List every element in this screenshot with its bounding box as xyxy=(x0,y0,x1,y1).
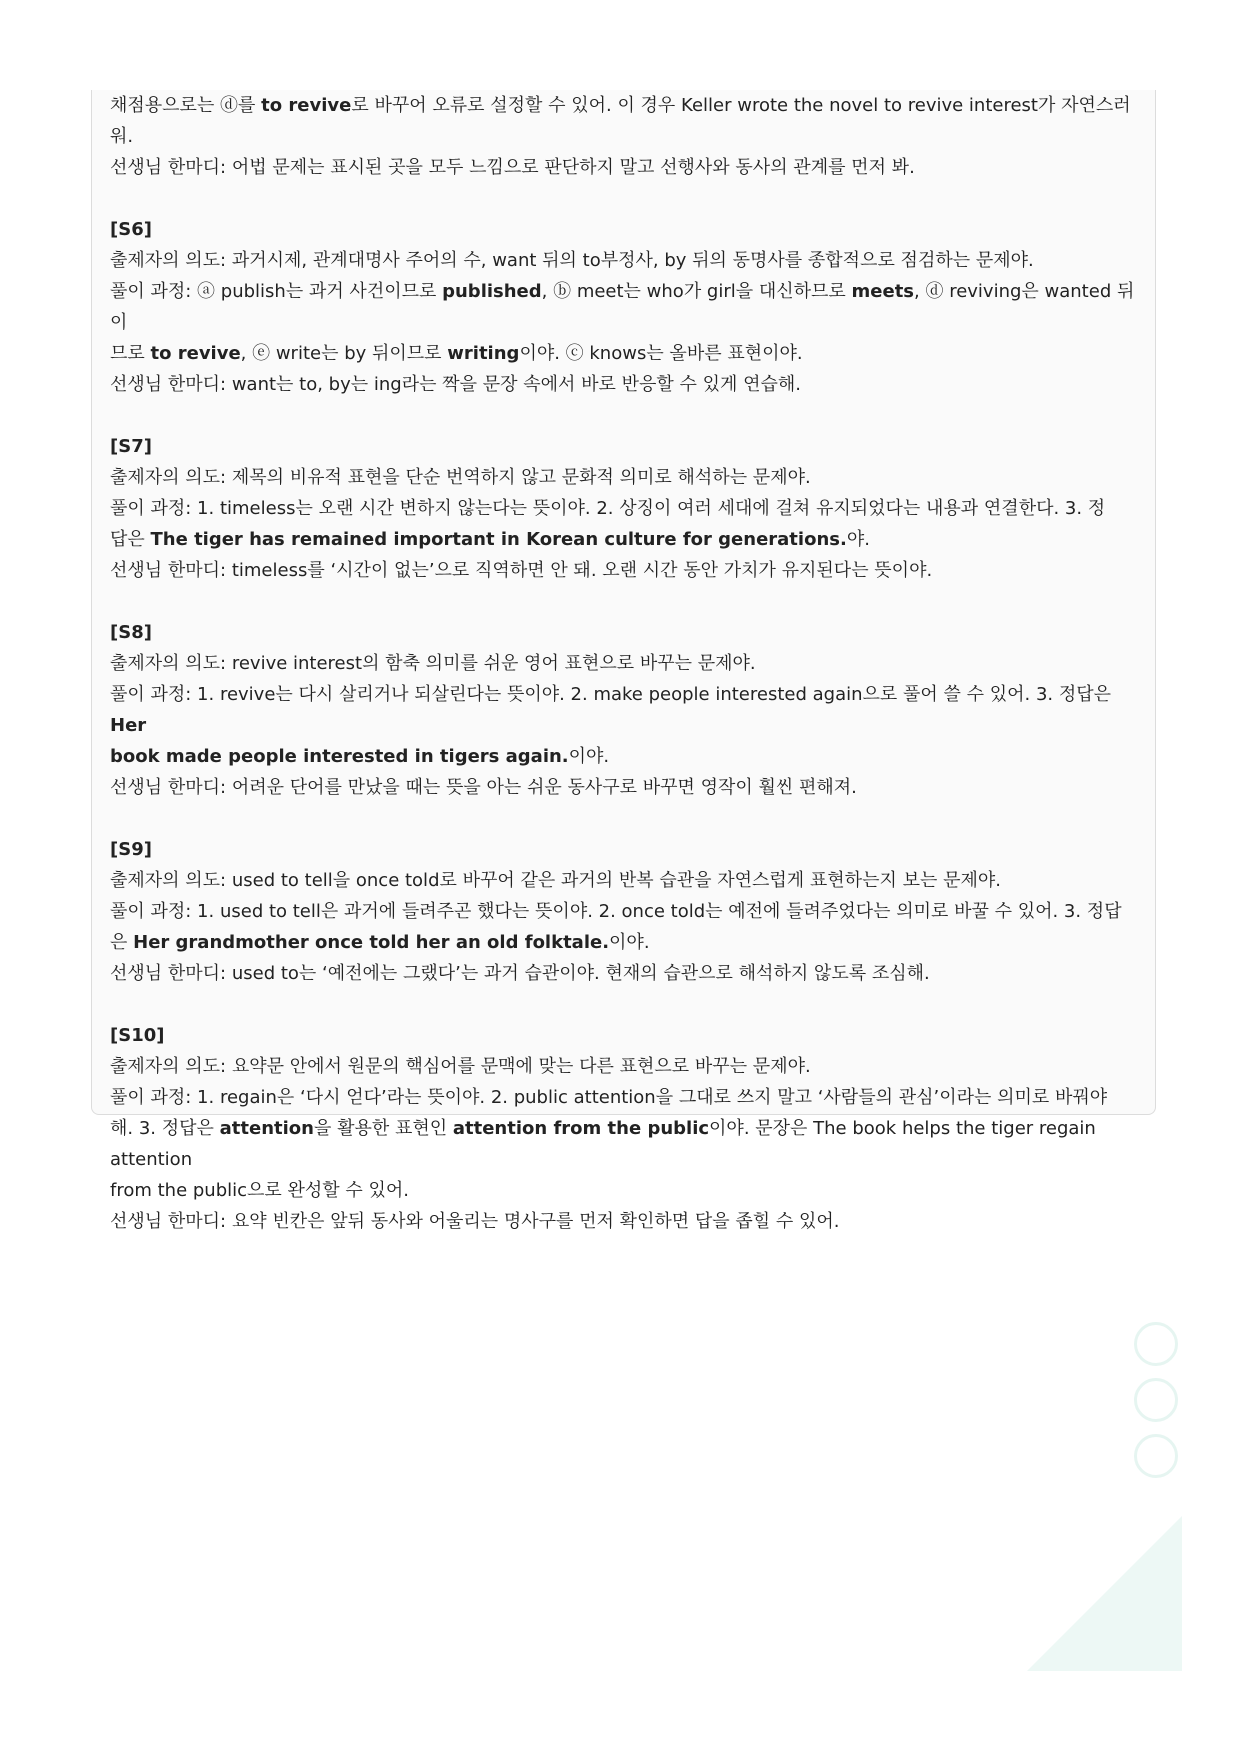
solution-line: 은 Her grandmother once told her an old folktale.이야. xyxy=(110,932,650,953)
solution-line: 풀이 과정: 1. used to tell은 과거에 들려주곤 했다는 뜻이야. 2. once told는 예전에 들려주었다는 의미로 바꿀 수 있어. 3. 정답 xyxy=(110,901,1122,922)
intent-line: 출제자의 의도: 제목의 비유적 표현을 단순 번역하지 않고 문화적 의미로 해석하는 문제야. xyxy=(110,467,811,488)
decorative-circle xyxy=(1134,1378,1178,1422)
teacher-tip: 선생님 한마디: 요약 빈칸은 앞뒤 동사와 어울리는 명사구를 먼저 확인하면 답을 좁힐 수 있어. xyxy=(110,1211,840,1232)
section-heading-s6: [S6] xyxy=(110,219,152,240)
answer-explanation-card xyxy=(91,90,1156,1232)
decorative-triangle xyxy=(1027,1516,1182,1671)
solution-line: 풀이 과정: 1. regain은 ‘다시 얻다’라는 뜻이야. 2. public attention을 그대로 쓰지 말고 ‘사람들의 관심’이라는 의미로 바꿔야 xyxy=(110,1087,1108,1108)
solution-line: from the public으로 완성할 수 있어. xyxy=(110,1180,410,1201)
solution-line: 풀이 과정: 1. timeless는 오랜 시간 변하지 않는다는 뜻이야. 2. 상징이 여러 세대에 걸쳐 유지되었다는 내용과 연결한다. 3. 정 xyxy=(110,498,1106,519)
teacher-tip: 선생님 한마디: 어법 문제는 표시된 곳을 모두 느낌으로 판단하지 말고 선행사와 동사의 관계를 먼저 봐. xyxy=(110,157,915,178)
intent-line: 출제자의 의도: 과거시제, 관계대명사 주어의 수, want 뒤의 to부정사, by 뒤의 동명사를 종합적으로 점검하는 문제야. xyxy=(110,250,1034,271)
intent-line: 출제자의 의도: revive interest의 함축 의미를 쉬운 영어 표현으로 바꾸는 문제야. xyxy=(110,653,756,674)
text: 로 바꾸어 오류로 설정할 수 있어. 이 경우 Keller wrote the novel to revive interest가 자연스러워. xyxy=(110,95,1131,147)
text: 채점용으로는 ⓓ를 xyxy=(110,95,262,116)
bold-text: to revive xyxy=(261,95,352,116)
solution-line: 해. 3. 정답은 attention을 활용한 표현인 attention from the public이야. 문장은 The book helps the tiger regain attention xyxy=(110,1118,1096,1170)
intent-line: 출제자의 의도: used to tell을 once told로 바꾸어 같은 과거의 반복 습관을 자연스럽게 표현하는지 보는 문제야. xyxy=(110,870,1001,891)
solution-line: 답은 The tiger has remained important in Korean culture for generations.야. xyxy=(110,529,870,550)
intent-line: 출제자의 의도: 요약문 안에서 원문의 핵심어를 문맥에 맞는 다른 표현으로 바꾸는 문제야. xyxy=(110,1056,811,1077)
solution-line: 므로 to revive, ⓔ write는 by 뒤이므로 writing이야. ⓒ knows는 올바른 표현이야. xyxy=(110,343,803,364)
solution-line: 풀이 과정: 1. revive는 다시 살리거나 되살린다는 뜻이야. 2. make people interested again으로 풀어 쓸 수 있어. 3. 정답은 Her xyxy=(110,684,1112,736)
intro-line xyxy=(110,90,1137,152)
decorative-circle xyxy=(1134,1322,1178,1366)
teacher-tip: 선생님 한마디: 어려운 단어를 만났을 때는 뜻을 아는 쉬운 동사구로 바꾸면 영작이 훨씬 편해져. xyxy=(110,777,857,798)
teacher-tip: 선생님 한마디: want는 to, by는 ing라는 짝을 문장 속에서 바로 반응할 수 있게 연습해. xyxy=(110,374,801,395)
solution-line: 풀이 과정: ⓐ publish는 과거 사건이므로 published, ⓑ meet는 who가 girl을 대신하므로 meets, ⓓ reviving은 wanted 뒤이 xyxy=(110,281,1135,333)
decorative-circle xyxy=(1134,1434,1178,1478)
teacher-tip: 선생님 한마디: timeless를 ‘시간이 없는’으로 직역하면 안 돼. 오랜 시간 동안 가치가 유지된다는 뜻이야. xyxy=(110,560,933,581)
section-heading-s10: [S10] xyxy=(110,1025,165,1046)
solution-line: book made people interested in tigers again.이야. xyxy=(110,746,610,767)
section-heading-s7: [S7] xyxy=(110,436,152,457)
section-heading-s9: [S9] xyxy=(110,839,152,860)
teacher-tip: 선생님 한마디: used to는 ‘예전에는 그랬다’는 과거 습관이야. 현재의 습관으로 해석하지 않도록 조심해. xyxy=(110,963,930,984)
section-heading-s8: [S8] xyxy=(110,622,152,643)
